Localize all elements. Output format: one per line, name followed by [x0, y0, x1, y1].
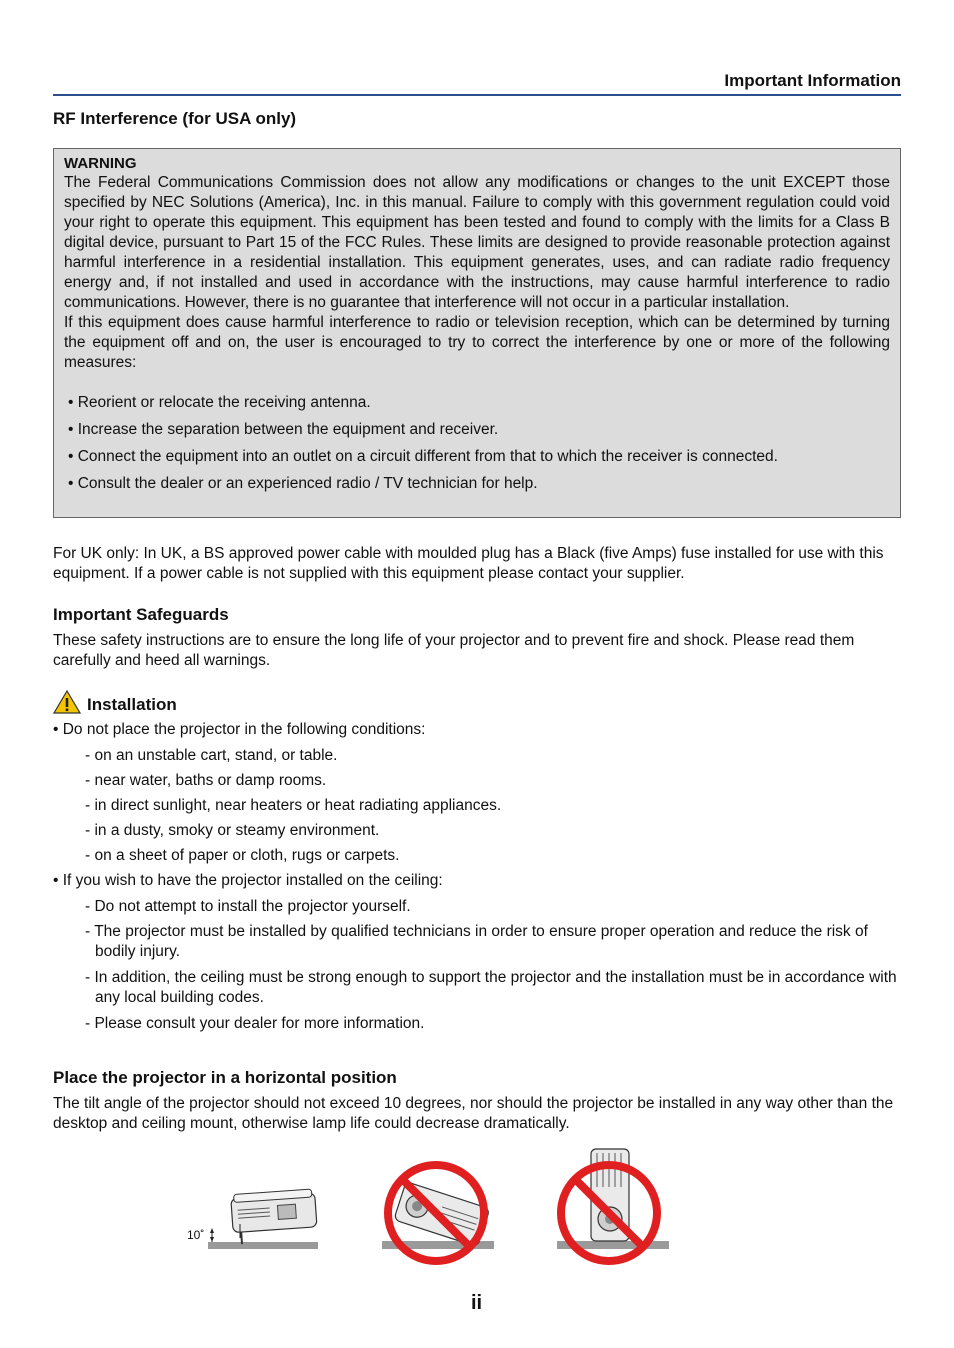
- section-header: [53, 70, 901, 96]
- condition-item: - on an unstable cart, stand, or table.: [85, 747, 338, 764]
- warning-box: [53, 148, 901, 518]
- installation-list: [53, 720, 901, 1039]
- tilt-angle-label: 10˚: [187, 1228, 205, 1242]
- condition-item: - in a dusty, smoky or steamy environment.: [85, 822, 380, 839]
- uk-note: For UK only: In UK, a BS approved power cable with moulded plug has a Black (five Amps) fuse installed for use with this equipment. If a power cable is not supplied with this equipment please contact your supplier.: [53, 545, 884, 582]
- horizontal-text: The tilt angle of the projector should not exceed 10 degrees, nor should the projector be installed in any way other than the desktop and ceiling mount, otherwise lamp life could decrease dramatically.: [53, 1095, 894, 1132]
- condition-item: - on a sheet of paper or cloth, rugs or carpets.: [85, 847, 400, 864]
- measure-item: • Increase the separation between the equipment and receiver.: [68, 421, 499, 438]
- installation-bullet-conditions: • Do not place the projector in the following conditions:: [53, 721, 426, 738]
- ceiling-item: - Do not attempt to install the projector yourself.: [85, 898, 411, 915]
- page-number: ii: [471, 1292, 483, 1314]
- horizontal-heading: Place the projector in a horizontal position: [53, 1068, 397, 1087]
- tilt-figures: [0, 1140, 954, 1280]
- measure-item: • Consult the dealer or an experienced radio / TV technician for help.: [68, 475, 538, 492]
- warning-paragraph-2: If this equipment does cause harmful interference to radio or television reception, which can be determined by turning the equipment off and on, the user is encouraged to try to correct the interference by one or more of the following measures:: [64, 314, 890, 371]
- installation-bullet-ceiling: • If you wish to have the projector installed on the ceiling:: [53, 872, 443, 889]
- section-title: Important Information: [724, 71, 901, 90]
- rf-heading: RF Interference (for USA only): [53, 109, 297, 128]
- ceiling-item: - Please consult your dealer for more information.: [85, 1015, 425, 1032]
- installation-heading-row: [53, 690, 177, 716]
- condition-item: - near water, baths or damp rooms.: [85, 772, 327, 789]
- safeguards-text: These safety instructions are to ensure the long life of your projector and to prevent fire and shock. Please read them carefully and heed all warnings.: [53, 632, 855, 669]
- tilt-allowed-figure: [180, 1184, 325, 1254]
- installation-heading: Installation: [87, 695, 177, 714]
- measure-item: • Connect the equipment into an outlet on a circuit different from that to which the receiver is connected.: [68, 448, 778, 465]
- ceiling-item: - The projector must be installed by qualified technicians in order to ensure proper operation and reduce the risk of bodily injury.: [85, 923, 868, 960]
- safeguards-heading: Important Safeguards: [53, 605, 229, 624]
- vertical-prohibited-figure: [553, 1143, 673, 1270]
- measure-item: • Reorient or relocate the receiving antenna.: [68, 394, 371, 411]
- warning-paragraph-1: The Federal Communications Commission does not allow any modifications or changes to the unit EXCEPT those specified by NEC Solutions (America), Inc. in this manual. Failure to comply with this government regulation could void your right to operate this equipment. This equipment has been tested and found to comply with the limits for a Class B digital device, pursuant to Part 15 of the FCC Rules. These limits are designed to provide reasonable protection against harmful interference in a residential installation. This equipment generates, uses, and can radiate radio frequency energy and, if not installed and used in accordance with the instructions, may cause harmful interference to radio communications. However, there is no guarantee that interference will not occur in a particular installation.: [64, 174, 890, 311]
- measures-list: [64, 393, 890, 501]
- caution-triangle-icon: [53, 690, 81, 714]
- warning-title: WARNING: [64, 155, 137, 172]
- ceiling-item: - In addition, the ceiling must be strong enough to support the projector and the installation must be in accordance with any local building codes.: [85, 969, 897, 1006]
- steep-tilt-prohibited-figure: [378, 1158, 498, 1270]
- condition-item: - in direct sunlight, near heaters or heat radiating appliances.: [85, 797, 502, 814]
